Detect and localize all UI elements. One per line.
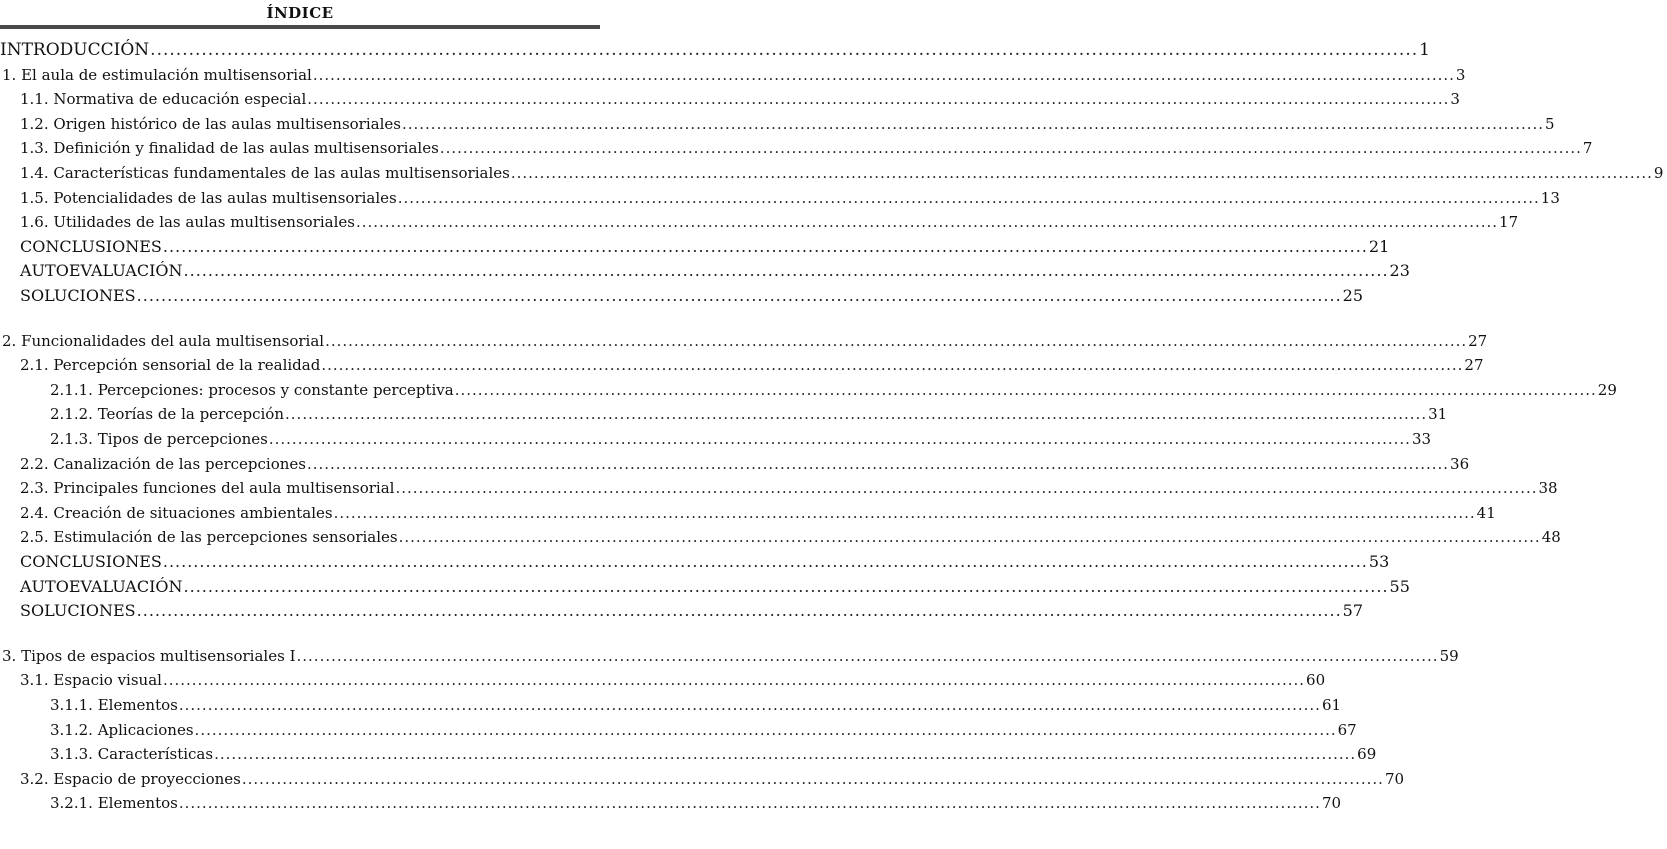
toc-entry-page-number: 31 — [1428, 405, 1448, 424]
toc-entry-page-number: 41 — [1476, 503, 1496, 522]
dot-leader — [313, 63, 1455, 87]
toc-entry-label: SOLUCIONES — [20, 286, 136, 305]
toc-entry-label: 2.1.1. Percepciones: procesos y constante perceptiva — [50, 380, 454, 399]
dot-leader — [184, 259, 1389, 283]
toc-entry-label: 1.6. Utilidades de las aulas multisensoriales — [20, 213, 355, 232]
toc-entry-page-number: 21 — [1368, 236, 1390, 256]
toc-entry[interactable] — [0, 501, 1496, 525]
toc-entry-label: 2.1. Percepción sensorial de la realidad — [20, 356, 321, 375]
dot-leader — [163, 235, 1368, 259]
toc-entry-label: 1.2. Origen histórico de las aulas multisensoriales — [20, 114, 401, 133]
toc-entry-label: 3.1. Espacio visual — [20, 671, 162, 690]
toc-entry-page-number: 60 — [1306, 671, 1326, 690]
toc-entry-label: 2.4. Creación de situaciones ambientales — [20, 503, 333, 522]
dot-leader — [269, 427, 1411, 451]
toc-entry-page-number: 17 — [1499, 213, 1519, 232]
toc-entry-page-number: 59 — [1439, 646, 1459, 665]
toc-entry[interactable] — [0, 575, 1410, 599]
toc-entry-page-number: 3 — [1455, 65, 1466, 84]
toc-entry-page-number: 27 — [1464, 356, 1484, 375]
toc-entry-label: 1.1. Normativa de educación especial — [20, 90, 307, 109]
dot-leader — [402, 112, 1544, 136]
toc-entry[interactable] — [0, 476, 1558, 500]
toc-entry-label: SOLUCIONES — [20, 601, 136, 621]
toc-entry-page-number: 69 — [1357, 745, 1377, 764]
toc-entry-label: 3. Tipos de espacios multisensoriales I — [2, 646, 296, 665]
dot-leader — [150, 38, 1418, 62]
toc-entry-page-number: 9 — [1653, 164, 1664, 182]
toc-entry-label: 3.1.3. Características — [50, 745, 214, 764]
toc-entry-page-number: 55 — [1389, 576, 1410, 596]
toc-entry-label: INTRODUCCIÓN — [0, 40, 150, 60]
dot-leader — [163, 550, 1368, 574]
toc-entry-label: 2.2. Canalización de las percepciones — [20, 454, 306, 473]
toc-entry[interactable] — [0, 644, 1459, 668]
toc-entry[interactable] — [0, 378, 1617, 402]
toc-entry[interactable] — [0, 767, 1405, 791]
toc-entry[interactable] — [0, 452, 1470, 476]
toc-entry-label: AUTOEVALUACIÓN — [20, 576, 183, 596]
toc-entry[interactable] — [0, 668, 1326, 692]
toc-entry[interactable] — [0, 136, 1593, 160]
toc-entry-page-number: 7 — [1582, 139, 1593, 158]
toc-entry[interactable] — [0, 693, 1342, 717]
toc-entry-label: 1.3. Definición y finalidad de las aulas multisensoriales — [20, 139, 439, 158]
dot-leader — [137, 599, 1342, 623]
toc-entry-page-number: 57 — [1342, 601, 1364, 621]
toc-entry[interactable] — [0, 63, 1466, 87]
dot-leader — [455, 378, 1597, 402]
toc-entry[interactable] — [0, 550, 1390, 574]
toc-entry-page-number: 61 — [1321, 696, 1342, 714]
toc-entry-label: 2. Funcionalidades del aula multisensorial — [2, 331, 325, 350]
dot-leader — [195, 718, 1337, 742]
toc-entry-label: 1.4. Características fundamentales de las aulas multisensoriales — [20, 164, 510, 182]
dot-leader — [399, 525, 1541, 549]
toc-entry-page-number: 25 — [1342, 286, 1364, 305]
toc-entry-page-number: 5 — [1545, 114, 1555, 133]
dot-leader — [297, 644, 1439, 668]
toc-entry[interactable] — [0, 525, 1561, 549]
dot-leader — [511, 161, 1653, 185]
toc-entry-page-number: 38 — [1538, 479, 1558, 498]
toc-entry-page-number: 13 — [1540, 188, 1560, 207]
dot-leader — [137, 284, 1342, 308]
toc-entry-label: 2.3. Principales funciones del aula multisensorial — [20, 479, 395, 498]
toc-entry[interactable] — [0, 791, 1342, 815]
toc-entry[interactable] — [0, 38, 1430, 62]
toc-entry[interactable] — [0, 259, 1410, 283]
toc-entry-page-number: 3 — [1450, 90, 1460, 109]
toc-entry-label: AUTOEVALUACIÓN — [20, 261, 183, 281]
dot-leader — [163, 668, 1305, 692]
toc-entry-page-number: 29 — [1597, 380, 1617, 399]
toc-entry[interactable] — [0, 112, 1555, 136]
dot-leader — [334, 501, 1476, 525]
dot-leader — [179, 693, 1321, 717]
toc-entry-page-number: 23 — [1389, 261, 1410, 281]
toc-entry-label: CONCLUSIONES — [20, 552, 162, 571]
toc-entry-label: 3.1.2. Aplicaciones — [50, 720, 194, 739]
dot-leader — [307, 87, 1449, 111]
toc-entry-page-number: 70 — [1384, 769, 1405, 788]
toc-entry-label: 1.5. Potencialidades de las aulas multisensoriales — [20, 188, 397, 207]
dot-leader — [398, 186, 1540, 210]
toc-entry-label: 2.1.2. Teorías de la percepción — [50, 405, 285, 424]
dot-leader — [440, 136, 1582, 160]
header-rule — [0, 25, 600, 29]
toc-entry[interactable] — [0, 186, 1560, 210]
toc-entry-page-number: 33 — [1411, 430, 1432, 448]
toc-entry-label: 3.1.1. Elementos — [50, 696, 178, 714]
toc-entry[interactable] — [0, 87, 1460, 111]
toc-entry-page-number: 53 — [1368, 552, 1390, 571]
toc-entry[interactable] — [0, 284, 1364, 308]
toc-entry-label: 1. El aula de estimulación multisensorial — [2, 65, 312, 84]
toc-entry[interactable] — [0, 718, 1357, 742]
toc-entry[interactable] — [0, 599, 1364, 623]
toc-entry[interactable] — [0, 235, 1390, 259]
dot-leader — [307, 452, 1449, 476]
toc-entry-label: 3.2. Espacio de proyecciones — [20, 769, 241, 788]
toc-entry-page-number: 1 — [1419, 40, 1430, 60]
toc-entry[interactable] — [0, 329, 1488, 353]
dot-leader — [184, 575, 1389, 599]
toc-entry-page-number: 70 — [1321, 794, 1342, 813]
toc-entry-page-number: 67 — [1337, 720, 1357, 739]
toc-entry-page-number: 27 — [1468, 331, 1488, 350]
toc-entry-label: 2.5. Estimulación de las percepciones sensoriales — [20, 528, 398, 547]
toc-entry-page-number: 36 — [1450, 454, 1470, 473]
toc-entry[interactable] — [0, 210, 1519, 234]
toc-entry[interactable] — [0, 402, 1448, 426]
dot-leader — [179, 791, 1321, 815]
dot-leader — [214, 742, 1356, 766]
dot-leader — [321, 353, 1463, 377]
toc-entry-label: CONCLUSIONES — [20, 236, 162, 256]
toc-entry[interactable] — [0, 427, 1432, 451]
dot-leader — [395, 476, 1537, 500]
dot-leader — [285, 402, 1427, 426]
toc-entry[interactable] — [0, 742, 1377, 766]
toc-entry[interactable] — [0, 353, 1484, 377]
dot-leader — [325, 329, 1467, 353]
dot-leader — [242, 767, 1384, 791]
toc-entry-label: 3.2.1. Elementos — [50, 794, 178, 813]
toc-entry-page-number: 48 — [1541, 528, 1561, 547]
toc-entry-label: 2.1.3. Tipos de percepciones — [50, 430, 268, 448]
toc-entry[interactable] — [0, 161, 1664, 185]
dot-leader — [356, 210, 1498, 234]
page-title: ÍNDICE — [266, 4, 334, 22]
